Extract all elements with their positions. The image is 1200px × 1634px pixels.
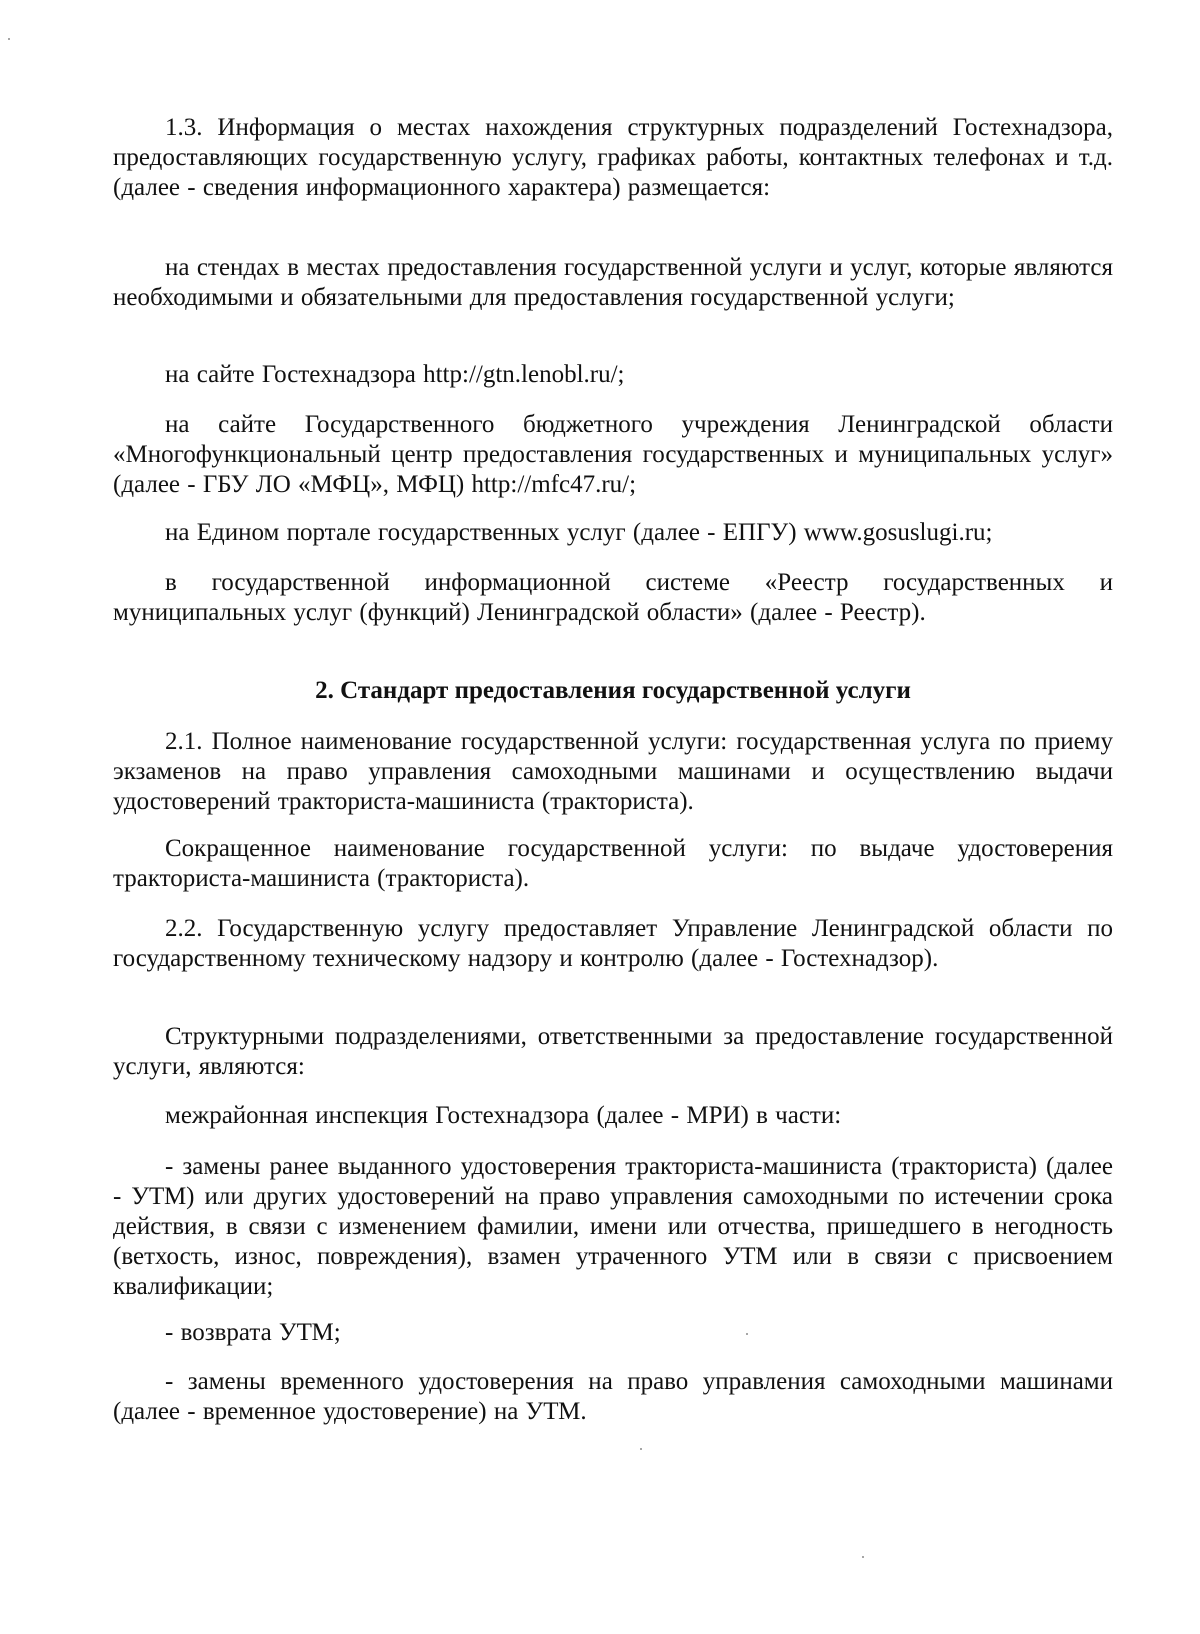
list-item-replacement: - замены ранее выданного удостоверения тракториста-машиниста (тракториста) (далее - УТМ) или других удостоверений на право управления самоходными по истечении срока действия, в связи с изменением фамилии, имени или отчества, пришедшего в негодность (ветхость, износ, повреждения), взамен утраченного УТМ или в связи с присвоением квалификации; [113, 1153, 1113, 1300]
paragraph-mfc-site: на сайте Государственного бюджетного учреждения Ленинградской области «Многофункциональный центр предоставления государственных и муниципальных услуг» (далее - ГБУ ЛО «МФЦ», МФЦ) http://mfc47.ru/; [113, 411, 1113, 498]
paragraph-1-3-info-placement: 1.3. Информация о местах нахождения структурных подразделений Гостехнадзора, предоставляющих государственную услугу, графиках работы, контактных телефонах и т.д. (далее - сведения информационного характера) размещается: [113, 114, 1113, 201]
section-2-heading: 2. Стандарт предоставления государственной услуги [315, 677, 911, 704]
paragraph-epgu: на Едином портале государственных услуг (далее - ЕПГУ) www.gosuslugi.ru; [165, 519, 993, 546]
paragraph-gtn-site: на сайте Гостехнадзора http://gtn.lenobl.ru/; [165, 361, 625, 388]
paragraph-2-2-provider: 2.2. Государственную услугу предоставляет Управление Ленинградской области по государственному техническому надзору и контролю (далее - Гостехнадзор). [113, 915, 1113, 972]
paragraph-registry: в государственной информационной системе «Реестр государственных и муниципальных услуг (функций) Ленинградской области» (далее - Реестр). [113, 569, 1113, 626]
scan-speck [640, 1448, 642, 1450]
scan-speck [862, 1556, 864, 1558]
paragraph-mri: межрайонная инспекция Гостехнадзора (далее - МРИ) в части: [165, 1102, 842, 1129]
paragraph-short-name: Сокращенное наименование государственной услуги: по выдаче удостоверения тракториста-машиниста (тракториста). [113, 835, 1113, 892]
list-item-temporary-replacement: - замены временного удостоверения на право управления самоходными машинами (далее - временное удостоверение) на УТМ. [113, 1368, 1113, 1425]
paragraph-stands: на стендах в местах предоставления государственной услуги и услуг, которые являются необходимыми и обязательными для предоставления государственной услуги; [113, 254, 1113, 311]
scan-speck [746, 1333, 748, 1335]
paragraph-2-1-full-name: 2.1. Полное наименование государственной услуги: государственная услуга по приему экзаменов на право управления самоходными машинами и осуществлению выдачи удостоверений тракториста-машиниста (тракториста). [113, 728, 1113, 815]
scan-speck [8, 38, 10, 40]
paragraph-responsible-units: Структурными подразделениями, ответственными за предоставление государственной услуги, являются: [113, 1023, 1113, 1080]
list-item-return: - возврата УТМ; [165, 1319, 341, 1346]
